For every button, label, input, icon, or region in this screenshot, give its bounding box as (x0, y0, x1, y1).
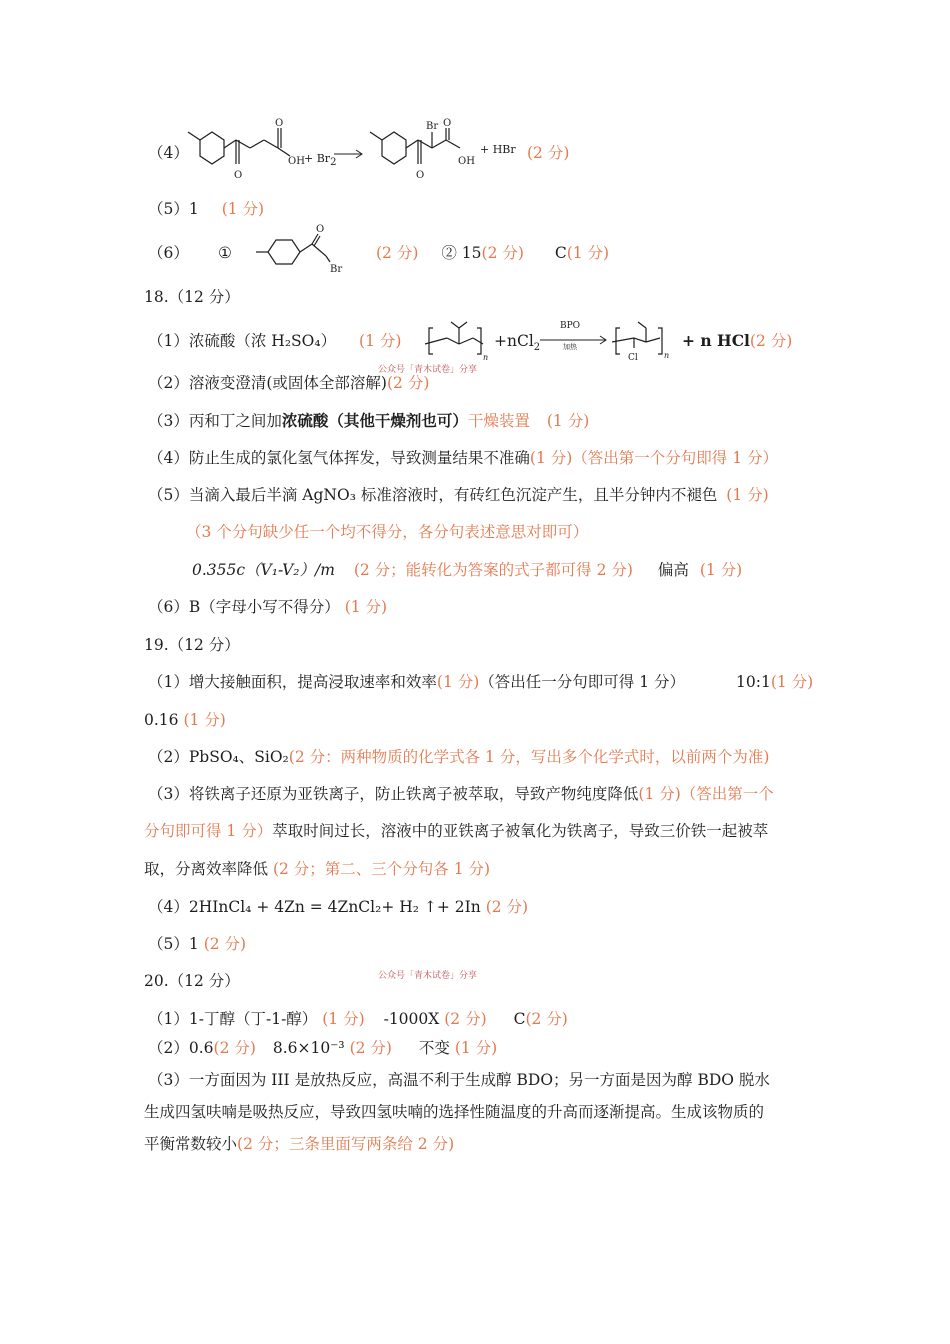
q18-1-product-line (682, 330, 792, 352)
q18-1-reagent: +nCl$_2$ (494, 332, 541, 354)
q18-2-line (148, 372, 429, 394)
reactant-acid-o: O (275, 118, 284, 129)
q19-3-text2a: 萃取时间过长，溶液中的亚铁离子被氧化为铁离子，导致三价铁一起被萃 (272, 822, 769, 840)
q20-1-score2: (2 分) (444, 1010, 487, 1028)
q20-1-score: (1 分) (322, 1010, 365, 1028)
q18-2-number: （2） (148, 374, 189, 392)
q19-1-score3: (1 分) (183, 711, 226, 729)
q20-3-number: （3） (148, 1071, 189, 1089)
q18-1-arrow-bottom: 加热 (563, 343, 577, 351)
q19-header: 19.（12 分） (144, 636, 240, 654)
q19-1-answer3-line (144, 709, 226, 731)
q18-5-formula-line (192, 559, 742, 581)
q19-2-number: （2） (148, 748, 189, 766)
q17-6-structure (250, 224, 360, 275)
watermark: 公众号「青木试卷」分享 (378, 365, 478, 375)
q20-2-score3: (1 分) (454, 1039, 498, 1057)
q18-header: 18.（12 分） (144, 288, 240, 306)
q18-1-polymer-reactant (425, 318, 497, 362)
q19-1-text: 增大接触面积，提高浸取速率和效率 (188, 673, 437, 691)
q19-5-score: (2 分) (203, 935, 247, 953)
q18-5-score: (1 分) (726, 486, 769, 504)
q18-3-number: （3） (148, 412, 189, 430)
q18-5-note: （3 个分句缺少任一个均不得分，各分句表述意思对即可） (186, 523, 589, 541)
q19-2-text: PbSO₄、SiO₂ (188, 748, 289, 766)
q19-5-number: （5） (148, 935, 189, 953)
q19-1-score2: (1 分) (770, 673, 814, 691)
q19-2-score: (2 分：两种物质的化学式各 1 分，写出多个化学式时，以前两个为准) (288, 748, 770, 766)
q19-3-line3 (144, 858, 490, 880)
product-cl: Cl (628, 353, 638, 363)
product-ketone-o: O (416, 170, 425, 181)
q20-2-line (148, 1037, 497, 1059)
q18-1-score2: (2 分) (749, 332, 793, 350)
product-br: Br (426, 121, 439, 132)
q20-2-text: 0.6 (188, 1039, 214, 1057)
q20-1-score3: (2 分) (525, 1010, 568, 1028)
q18-1-product: + n HCl (682, 331, 750, 350)
product-acid-o: O (443, 118, 452, 129)
q17-5-answer: 1 (188, 200, 199, 218)
q20-3-line3 (144, 1133, 454, 1155)
q20-2-score2: (2 分) (349, 1039, 392, 1057)
q20-1-text: 1-丁醇（丁-1-醇） (188, 1010, 318, 1028)
q17-6-answer3: C (554, 244, 567, 262)
q17-6-circle2: ② (441, 244, 457, 262)
q19-3-line2 (144, 820, 768, 842)
q18-3-red: 干燥装置 (467, 412, 530, 430)
product-oh: OH (458, 156, 475, 167)
q19-1-answer3: 0.16 (144, 711, 179, 729)
q17-5-line (148, 198, 264, 220)
q19-2-line (148, 746, 769, 768)
q20-3-text1: 一方面因为 III 是放热反应，高温不利于生成醇 BDO；另一方面是因为醇 BDO 脱水 (188, 1071, 770, 1089)
q20-1-answer3: C (513, 1010, 526, 1028)
q20-3-line2: 生成四氢呋喃是吸热反应，导致四氢呋喃的选择性随温度的升高而逐渐提高。生成该物质的 (144, 1103, 765, 1121)
q19-3-number: （3） (148, 785, 189, 803)
reactant-ketone-o: O (234, 170, 243, 181)
q18-4-score: (1 分)（答出第一个分句即得 1 分） (529, 449, 778, 467)
q18-6-line (148, 596, 387, 618)
q18-5-answer2: 偏高 (657, 561, 689, 579)
q20-1-line (148, 1008, 568, 1030)
q20-1-number: （1） (148, 1010, 189, 1028)
q18-5-number: （5） (148, 486, 189, 504)
q18-1-polymer-product (612, 318, 678, 364)
watermark: 公众号「青木试卷」分享 (378, 971, 478, 981)
q18-1-line (148, 330, 401, 352)
q19-1-answer2: 10:1 (736, 673, 771, 691)
q18-5-formula: 0.355c（V₁-V₂）/m (192, 561, 335, 579)
q19-5-answer: 1 (188, 935, 199, 953)
q19-4-score: (2 分) (485, 898, 529, 916)
q18-4-line (148, 447, 778, 469)
q18-4-number: （4） (148, 449, 189, 467)
q18-5-score3: (1 分) (699, 561, 743, 579)
q19-3-score2: (2 分；第二、三个分句各 1 分) (272, 860, 491, 878)
q20-3-line1 (148, 1069, 770, 1091)
q17-6-score2: (2 分) (481, 244, 524, 262)
q18-3-score: (1 分) (546, 412, 590, 430)
q17-4-number: （4） (148, 144, 189, 162)
q18-2-text: 溶液变澄清(或固体全部溶解) (188, 374, 387, 392)
q18-5-score2: (2 分；能转化为答案的式子都可得 2 分) (353, 561, 633, 579)
q19-3-score1b: 分句即可得 1 分） (144, 822, 273, 840)
q19-1-number: （1） (148, 673, 189, 691)
q18-6-text: B（字母小写不得分） (188, 598, 340, 616)
q18-1-score: (1 分) (359, 332, 402, 350)
q19-4-text: 2HInCl₄ + 4Zn = 4ZnCl₂+ H₂ ↑+ 2In (188, 898, 481, 916)
q17-4-reagent: + $Br_2$ (304, 152, 337, 169)
q17-4-score: (2 分) (527, 144, 570, 162)
q17-6-answer2: 15 (461, 244, 482, 262)
q19-4-number: （4） (148, 898, 189, 916)
q17-6-rest (376, 242, 609, 264)
q18-3-line (148, 410, 589, 432)
q17-6-circle1: ① (218, 244, 232, 262)
q17-6-score3: (1 分) (566, 244, 610, 262)
q18-6-score: (1 分) (344, 598, 388, 616)
q19-1-answer2-line (736, 671, 813, 693)
q20-2-number: （2） (148, 1039, 189, 1057)
product-n: n (664, 351, 670, 360)
q20-3-text3: 平衡常数较小 (144, 1135, 238, 1153)
q20-2-answer2: 8.6×10⁻³ (272, 1039, 345, 1057)
q19-3-text2b: 取，分离效率降低 (144, 860, 269, 878)
q18-2-score: (2 分) (386, 374, 430, 392)
q18-5-text: 当滴入最后半滴 AgNO₃ 标准溶液时，有砖红色沉淀产生，且半分钟内不褪色 (188, 486, 718, 504)
q17-6-score1: (2 分) (376, 244, 419, 262)
q18-1-arrow-top: BPO (560, 321, 581, 331)
q20-3-score: (2 分；三条里面写两条给 2 分) (237, 1135, 455, 1153)
q17-4-byproduct: + HBr (480, 143, 516, 156)
q20-1-answer2: -1000X (383, 1010, 440, 1028)
q20-2-score: (2 分) (213, 1039, 256, 1057)
q19-1-line (148, 671, 685, 693)
q17-6-number: （6） (148, 244, 189, 262)
q18-3-text: 丙和丁之间加 (188, 412, 282, 430)
q19-5-line (148, 933, 246, 955)
q20-2-answer3: 不变 (418, 1039, 450, 1057)
q19-3-score1a: (1 分)（答出第一个 (638, 785, 774, 803)
reactant-oh: OH (288, 156, 305, 167)
q18-6-number: （6） (148, 598, 189, 616)
q19-3-line1 (148, 783, 774, 805)
q19-3-text1: 将铁离子还原为亚铁离子，防止铁离子被萃取，导致产物纯度降低 (188, 785, 639, 803)
q20-header: 20.（12 分） (144, 972, 240, 990)
q18-5-line (148, 484, 769, 506)
q18-3-bold: 浓硫酸（其他干燥剂也可） (281, 411, 468, 430)
q18-4-text: 防止生成的氯化氢气体挥发，导致测量结果不准确 (188, 449, 530, 467)
polymer-n: n (483, 353, 489, 362)
structure-br: Br (330, 264, 343, 275)
q17-5-number: （5） (148, 200, 189, 218)
q19-1-note: （答出任一分句即可得 1 分） (479, 673, 685, 691)
q19-1-score: (1 分) (436, 673, 480, 691)
q18-1-number: （1） (148, 332, 189, 350)
q18-1-text: 浓硫酸（浓 H₂SO₄） (188, 332, 337, 350)
structure-o: O (316, 224, 325, 235)
q17-5-score: (1 分) (221, 200, 265, 218)
q19-4-line (148, 896, 528, 918)
